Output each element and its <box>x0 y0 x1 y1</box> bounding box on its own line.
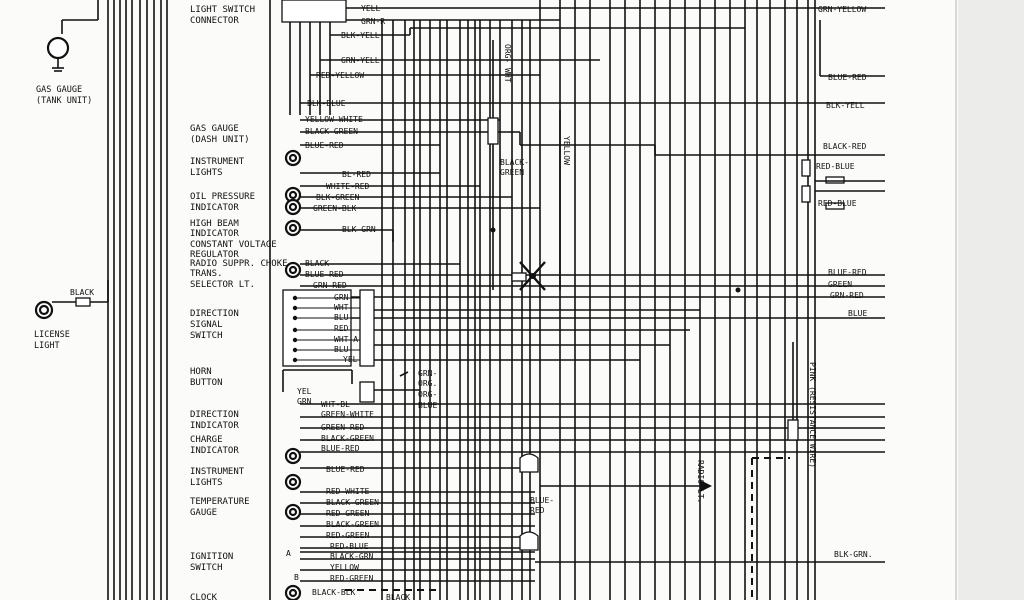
ignition-switch-label-1: IGNITION <box>190 552 234 562</box>
indicator-filament <box>290 155 296 161</box>
cvr-label-2: REGULATOR <box>190 250 239 260</box>
wire-label-ds-blu2: BLU <box>334 345 349 354</box>
oil-pressure-label-1: OIL PRESSURE <box>190 192 256 202</box>
charge-indicator-label-1: CHARGE <box>190 435 223 445</box>
instrument-lights-2-label-1: INSTRUMENT <box>190 467 245 477</box>
resistor <box>802 160 810 176</box>
right-label-green: GREEN <box>828 280 853 289</box>
horn-button-label-2: BUTTON <box>190 378 223 388</box>
wire-label-blk-yell: BLK-YELL <box>341 31 380 40</box>
center-label-blue-red-2: RED <box>530 506 545 515</box>
right-label-grn-red: GRN-RED <box>830 291 864 300</box>
gas-gauge-dash-label-1: GAS GAUGE <box>190 124 239 134</box>
wire-label-red-yellow: RED-YELLOW <box>316 71 365 80</box>
clock-label: CLOCK <box>190 593 218 600</box>
charge-indicator-label-2: INDICATOR <box>190 446 239 456</box>
wire-label-blk-grn: BLK-GRN <box>342 225 376 234</box>
gas-gauge-dash-label-2: (DASH UNIT) <box>190 135 250 145</box>
indicator-filament <box>290 192 296 198</box>
license-light-connector <box>76 298 90 306</box>
wire-label-green-red-di: GREEN-RED <box>321 423 365 432</box>
instrument-lights-2-label-2: LIGHTS <box>190 478 223 488</box>
temperature-gauge-label-2: GAUGE <box>190 508 218 518</box>
trans-selector-label-1: TRANS. <box>190 269 223 279</box>
right-label-blue-red-2: BLUE-RED <box>828 268 867 277</box>
trans-selector-label-2: SELECTOR LT. <box>190 280 256 290</box>
direction-signal-label-2: SIGNAL <box>190 320 223 330</box>
wire-label-black-clock: BLACK <box>386 593 411 600</box>
wire-label-black-blk: BLACK-BLK <box>312 588 356 597</box>
wire-label-black-green-ci: BLACK-GREEN <box>321 434 374 443</box>
horn-relay <box>360 382 374 402</box>
wire-label-yel-horn: YEL <box>297 387 312 396</box>
cvr-label-1: CONSTANT VOLTAGE <box>190 240 277 250</box>
indicator-filament <box>290 225 296 231</box>
junction-dot <box>530 273 536 279</box>
gas-gauge-tank-label-2: (TANK UNIT) <box>36 96 93 106</box>
wire-label-red-white: RED-WHITE <box>326 487 370 496</box>
direction-signal-label-3: SWITCH <box>190 331 223 341</box>
indicator-filament <box>290 590 296 596</box>
wire-label-bl-red: BL-RED <box>342 170 371 179</box>
vertical-label-yellow: YELLOW <box>562 136 571 165</box>
wire-label-red-green-ig: RED-GREEN <box>326 531 370 540</box>
wire-label-blue-hc: BLUE <box>418 401 438 410</box>
right-label-red-blue-2: RED-BLUE <box>818 199 857 208</box>
indicator-filament <box>290 267 296 273</box>
center-label-black-green-1: BLACK- <box>500 158 529 167</box>
temperature-gauge-label-1: TEMPERATURE <box>190 497 250 507</box>
light-switch-connector-label-1: LIGHT SWITCH <box>190 5 256 15</box>
license-light-filament <box>40 306 48 314</box>
ignition-switch-label-2: SWITCH <box>190 563 223 573</box>
vertical-label-radio-lt: RADIO LT. <box>696 460 705 504</box>
radio-choke-label: RADIO SUPPR. CHOKE <box>190 259 288 269</box>
wire-label-black-grn-ig: BLACK-GRN <box>330 552 374 561</box>
wire-label-yell: YELL <box>361 4 381 13</box>
wire-label-black-green-1: BLACK-GREEN <box>305 127 358 136</box>
license-light-label-1: LICENSE <box>34 330 70 340</box>
wire-label-yellow-ig: YELLOW <box>330 563 359 572</box>
right-label-red-blue-1: RED-BLUE <box>816 162 855 171</box>
resistor <box>802 186 810 202</box>
connector <box>512 273 526 281</box>
wire-label-blue-red-1: BLUE-RED <box>305 141 344 150</box>
right-label-blk-yell: BLK-YELL <box>826 101 865 110</box>
instrument-lights-1-label-2: LIGHTS <box>190 168 223 178</box>
wire-label-black-cvr: BLACK <box>305 259 330 268</box>
wire-label-red-green-ig2: RED-GREEN <box>330 574 374 583</box>
wire-label-org-hc2: ORG- <box>418 390 438 399</box>
wire-label-black-green-tg: BLACK-GREEN <box>326 498 379 507</box>
gas-gauge-tank-label-1: GAS GAUGE <box>36 85 83 95</box>
right-label-blue: BLUE <box>848 309 868 318</box>
fuse <box>520 532 538 550</box>
indicator-filament <box>290 204 296 210</box>
wire-label-green-blk: GREEN-BLK <box>313 204 357 213</box>
right-label-blue-red-1: BLUE-RED <box>828 73 867 82</box>
right-label-blk-grn: BLK-GRN. <box>834 550 873 559</box>
resistor <box>826 177 844 183</box>
resistance-wire-resistor <box>788 420 798 440</box>
right-label-black-red: BLACK-RED <box>823 142 867 151</box>
center-label-black-green-2: GREEN <box>500 168 525 177</box>
wire-label-ds-blu: BLU <box>334 313 349 322</box>
indicator-filament <box>290 479 296 485</box>
wire-label-ds-grn: GRN- <box>334 293 354 302</box>
direction-signal-bus-bar <box>360 290 374 366</box>
terminal-b-label: B <box>294 573 299 582</box>
gas-gauge-tank-symbol <box>48 38 68 58</box>
wire-label-ds-wht: WHT- <box>334 303 354 312</box>
indicator-filament <box>290 509 296 515</box>
wire-label-blue-red-il: BLUE-RED <box>326 465 365 474</box>
black-wire-label: BLACK <box>70 288 95 297</box>
wire-label-blue-red-ci: BLUE-RED <box>321 444 360 453</box>
direction-signal-label-1: DIRECTION <box>190 309 239 319</box>
wire-label-red-green-tg: RED-GREEN <box>326 509 370 518</box>
wire-label-black-green-ig1: BLACK-GREEN <box>326 520 379 529</box>
direction-indicator-label-1: DIRECTION <box>190 410 239 420</box>
wire-label-grn-horn: GRN <box>297 397 312 406</box>
high-beam-label-2: INDICATOR <box>190 229 239 239</box>
center-label-blue-red-1: BLUE- <box>530 496 555 505</box>
junction-dot <box>736 288 741 293</box>
direction-indicator-label-2: INDICATOR <box>190 421 239 431</box>
wire-label-blk-green: BLK-GREEN <box>316 193 360 202</box>
wire-label-grn-red-trans: GRN-RED <box>313 281 347 290</box>
light-switch-connector-label-2: CONNECTOR <box>190 16 239 26</box>
instrument-lights-1-label-1: INSTRUMENT <box>190 157 245 167</box>
wire-label-ds-wht-a: WHT-A <box>334 335 359 344</box>
radio-fuse <box>520 454 538 472</box>
wire-label-ds-yel: YEL <box>343 355 358 364</box>
right-label-grn-yellow: GRN-YELLOW <box>818 5 867 14</box>
vertical-label-org-wht: ORG- WHT <box>503 44 512 83</box>
wire-label-yellow-white: YELLOW-WHITE <box>305 115 363 124</box>
wire-label-blk-blue: BLK-BLUE <box>307 99 346 108</box>
wire-label-grn-r: GRN-R <box>361 17 386 26</box>
junction-dot <box>491 228 496 233</box>
high-beam-label-1: HIGH BEAM <box>190 219 239 229</box>
org-wht-resistor <box>488 118 498 144</box>
oil-pressure-label-2: INDICATOR <box>190 203 239 213</box>
wire-label-green-white: GREEN-WHITE <box>321 410 374 419</box>
wire-label-blue-red-choke: BLUE-RED <box>305 270 344 279</box>
terminal-a-label: A <box>286 549 291 558</box>
light-switch-connector-block <box>282 0 346 22</box>
wire-label-white-red: WHITE-RED <box>326 182 370 191</box>
license-light-label-2: LIGHT <box>34 341 60 351</box>
wire-label-ds-red: RED <box>334 324 349 333</box>
indicator-filament <box>290 453 296 459</box>
page-edge-shadow <box>958 0 1024 600</box>
horn-button-label-1: HORN <box>190 367 212 377</box>
vertical-label-pink: PINK (RESISTANCE WIRE) <box>808 362 817 468</box>
wire-label-grn-yell: GRN-YELL <box>341 56 380 65</box>
wire-label-red-blue-ig: RED-BLUE <box>330 542 369 551</box>
wire-label-grn-hc: GRN- <box>418 369 438 378</box>
wire-label-org-hc: ORG. <box>418 379 438 388</box>
wire-label-wht-bl: WHT-BL <box>321 400 350 409</box>
